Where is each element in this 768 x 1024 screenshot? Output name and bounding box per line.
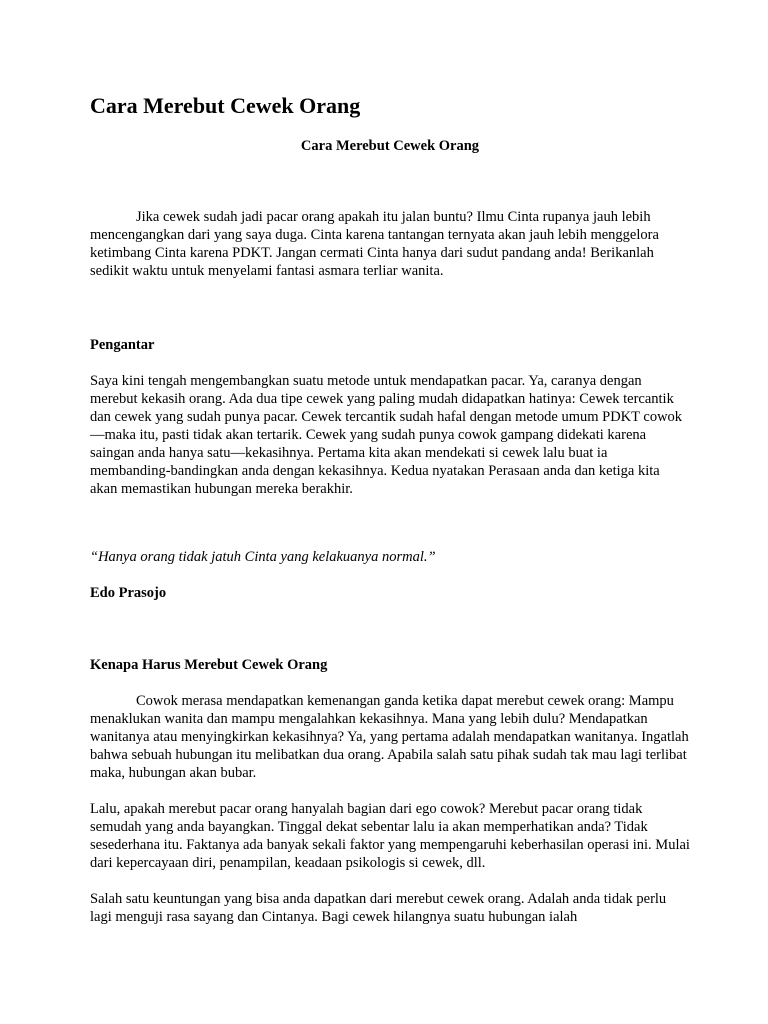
- kenapa-paragraph-3: Salah satu keuntungan yang bisa anda dapatkan dari merebut cewek orang. Adalah anda tidak perlu lagi menguji rasa sayang dan Cintanya. Bagi cewek hilangnya suatu hubungan ialah: [90, 891, 667, 925]
- quote-text: “Hanya orang tidak jatuh Cinta yang kelakuanya normal.”: [90, 549, 436, 565]
- pengantar-paragraph: Saya kini tengah mengembangkan suatu metode untuk mendapatkan pacar. Ya, caranya dengan merebut kekasih orang. Ada dua tipe cewek yang paling mudah didapatkan hatinya: Cewek tercantik dan cewek yang sudah punya pacar. Cewek tercantik sudah hafal dengan metode umum PDKT cowok—maka itu, pasti tidak akan tertarik. Cewek yang sudah punya cowok gampang didekati karena saingan anda hanya satu—kekasihnya. Pertama kita akan mendekati si cewek lalu buat ia membanding-bandingkan anda dengan kekasihnya. Kedua nyatakan Perasaan anda dan ketiga kita akan memastikan hubungan mereka berakhir.: [90, 373, 683, 497]
- section-heading-kenapa: Kenapa Harus Merebut Cewek Orang: [90, 657, 328, 673]
- kenapa-paragraph-1: Cowok merasa mendapatkan kemenangan ganda ketika dapat merebut cewek orang: Mampu menaklukan wanita dan mampu mengalahkan kekasihnya. Mana yang lebih dulu? Mendapatkan wanitanya atau menyingkirkan kekasihnya? Ya, yang pertama adalah mendapatkan wanitanya. Ingatlah bahwa sebuah hubungan itu melibatkan dua orang. Apabila salah satu pihak sudah tak mau lagi terlibat maka, hubungan akan bubar.: [90, 693, 689, 781]
- document-title: Cara Merebut Cewek Orang: [90, 93, 361, 118]
- document-page: [90, 90, 690, 926]
- section-heading-pengantar: Pengantar: [90, 337, 155, 353]
- quote-author: Edo Prasojo: [90, 585, 167, 601]
- kenapa-paragraph-2: Lalu, apakah merebut pacar orang hanyalah bagian dari ego cowok? Merebut pacar orang tidak semudah yang anda bayangkan. Tinggal dekat sebentar lalu ia akan memperhatikan anda? Tidak sesederhana itu. Faktanya ada banyak sekali faktor yang mempengaruhi keberhasilan operasi ini. Mulai dari kepercayaan diri, penampilan, keadaan psikologis si cewek, dll.: [90, 801, 690, 871]
- intro-paragraph: Jika cewek sudah jadi pacar orang apakah itu jalan buntu? Ilmu Cinta rupanya jauh lebih mencengangkan dari yang saya duga. Cinta karena tantangan ternyata akan jauh lebih menggelora ketimbang Cinta karena PDKT. Jangan cermati Cinta hanya dari sudut pandang anda! Berikanlah sedikit waktu untuk menyelami fantasi asmara terliar wanita.: [90, 209, 659, 279]
- document-subtitle: Cara Merebut Cewek Orang: [300, 138, 480, 154]
